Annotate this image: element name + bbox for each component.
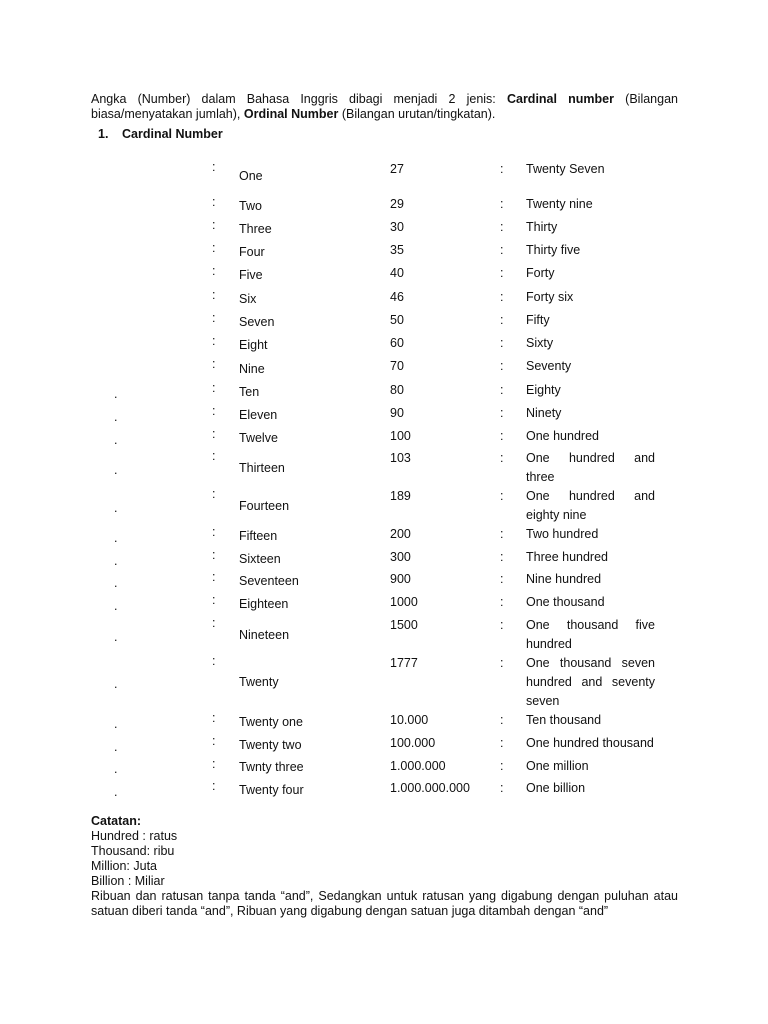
colon: : bbox=[500, 759, 504, 773]
english-word-large: Thirty bbox=[526, 220, 558, 234]
english-word-small: Twelve bbox=[239, 431, 278, 445]
row-marker: . bbox=[114, 740, 118, 754]
colon: : bbox=[500, 451, 504, 465]
row-marker: . bbox=[114, 576, 118, 590]
english-word-large: One hundred and three bbox=[526, 451, 655, 484]
english-word-small: Six bbox=[239, 292, 257, 306]
heading-label: Cardinal Number bbox=[122, 127, 223, 141]
numeral-value: 189 bbox=[390, 489, 411, 503]
numeral-value: 29 bbox=[390, 197, 404, 211]
colon: : bbox=[212, 160, 216, 174]
colon: : bbox=[500, 290, 504, 304]
colon: : bbox=[212, 218, 216, 232]
english-word-small: Fourteen bbox=[239, 499, 290, 513]
english-word-large: One hundred thousand bbox=[526, 736, 654, 750]
colon: : bbox=[500, 243, 504, 257]
english-word-large: One hundred and eighty nine bbox=[526, 489, 655, 522]
colon: : bbox=[500, 489, 504, 503]
numeral-value: 46 bbox=[390, 290, 404, 304]
colon: : bbox=[212, 357, 216, 371]
colon: : bbox=[212, 449, 216, 463]
english-word-small: Thirteen bbox=[239, 461, 285, 475]
english-word-large: Sixty bbox=[526, 336, 554, 350]
numeral-value: 50 bbox=[390, 313, 404, 327]
notes-paragraph: Ribuan dan ratusan tanpa tanda “and”, Sedangkan untuk ratusan yang digabung dengan puluhan atau satuan diberi tanda “and”, Ribuan yang digabung dengan satuan juga ditambah dengan “and” bbox=[91, 889, 678, 918]
note-line: Billion : Miliar bbox=[91, 874, 165, 888]
colon: : bbox=[212, 381, 216, 395]
english-word-large: Fifty bbox=[526, 313, 550, 327]
intro-text-3: (Bilangan urutan/tingkatan). bbox=[341, 107, 496, 121]
english-word-small: Eight bbox=[239, 338, 268, 352]
english-word-large: One million bbox=[526, 759, 589, 773]
english-word-large: Thirty five bbox=[526, 243, 581, 257]
english-word-large: One hundred bbox=[526, 429, 599, 443]
row-marker: . bbox=[114, 677, 118, 691]
numeral-value: 100 bbox=[390, 429, 411, 443]
intro-bold-ordinal: Ordinal Number bbox=[243, 107, 339, 121]
colon: : bbox=[212, 757, 216, 771]
intro-text-2: (Bilangan biasa/menyatakan jumlah), bbox=[91, 92, 678, 121]
numeral-value: 300 bbox=[390, 550, 411, 564]
intro-paragraph bbox=[91, 92, 678, 122]
colon: : bbox=[500, 313, 504, 327]
english-word-small: Sixteen bbox=[239, 552, 281, 566]
english-word-small: Nineteen bbox=[239, 628, 290, 642]
colon: : bbox=[212, 654, 216, 668]
english-word-large: Eighty bbox=[526, 383, 561, 397]
english-word-large: Nine hundred bbox=[526, 572, 602, 586]
note-line: Million: Juta bbox=[91, 859, 157, 873]
english-word-small: Nine bbox=[239, 362, 265, 376]
row-marker: . bbox=[114, 554, 118, 568]
colon: : bbox=[212, 487, 216, 501]
english-word-large: Three hundred bbox=[526, 550, 609, 564]
colon: : bbox=[212, 570, 216, 584]
heading-number: 1. bbox=[98, 127, 109, 141]
english-word-large: One thousand bbox=[526, 595, 605, 609]
english-word-small: Five bbox=[239, 268, 263, 282]
row-marker: . bbox=[114, 531, 118, 545]
row-marker: . bbox=[114, 599, 118, 613]
numeral-value: 103 bbox=[390, 451, 411, 465]
colon: : bbox=[500, 220, 504, 234]
colon: : bbox=[500, 336, 504, 350]
english-word-large: Twenty nine bbox=[526, 197, 593, 211]
numeral-value: 1.000.000.000 bbox=[390, 781, 470, 795]
english-word-large: Forty bbox=[526, 266, 555, 280]
row-marker: . bbox=[114, 501, 118, 515]
colon: : bbox=[212, 711, 216, 725]
numeral-value: 27 bbox=[390, 162, 404, 176]
colon: : bbox=[212, 334, 216, 348]
row-marker: . bbox=[114, 433, 118, 447]
numeral-value: 900 bbox=[390, 572, 411, 586]
row-marker: . bbox=[114, 387, 118, 401]
english-word-small: Twnty three bbox=[239, 760, 304, 774]
colon: : bbox=[212, 288, 216, 302]
english-word-large: One thousand seven hundred and seventy seven bbox=[526, 656, 655, 708]
colon: : bbox=[500, 266, 504, 280]
row-marker: . bbox=[114, 410, 118, 424]
english-word-small: Fifteen bbox=[239, 529, 278, 543]
numeral-value: 90 bbox=[390, 406, 404, 420]
numeral-value: 60 bbox=[390, 336, 404, 350]
colon: : bbox=[500, 406, 504, 420]
row-marker: . bbox=[114, 785, 118, 799]
colon: : bbox=[500, 550, 504, 564]
numeral-value: 70 bbox=[390, 359, 404, 373]
colon: : bbox=[500, 383, 504, 397]
notes-section bbox=[91, 814, 678, 919]
colon: : bbox=[212, 241, 216, 255]
intro-bold-cardinal: Cardinal number bbox=[506, 92, 614, 106]
colon: : bbox=[212, 548, 216, 562]
colon: : bbox=[500, 359, 504, 373]
numeral-value: 1777 bbox=[390, 656, 418, 670]
colon: : bbox=[212, 264, 216, 278]
notes-title: Catatan: bbox=[91, 814, 142, 828]
row-marker: . bbox=[114, 463, 118, 477]
english-word-small: Four bbox=[239, 245, 265, 259]
english-word-large: Ten thousand bbox=[526, 713, 602, 727]
colon: : bbox=[212, 593, 216, 607]
english-word-large: Two hundred bbox=[526, 527, 599, 541]
colon: : bbox=[212, 427, 216, 441]
english-word-small: Twenty bbox=[239, 675, 279, 689]
numeral-value: 30 bbox=[390, 220, 404, 234]
english-word-small: Eighteen bbox=[239, 597, 289, 611]
english-word-small: Eleven bbox=[239, 408, 278, 422]
colon: : bbox=[500, 527, 504, 541]
colon: : bbox=[212, 195, 216, 209]
colon: : bbox=[212, 779, 216, 793]
english-word-large: One thousand five hundred bbox=[526, 618, 655, 651]
colon: : bbox=[212, 734, 216, 748]
colon: : bbox=[212, 525, 216, 539]
english-word-small: Three bbox=[239, 222, 272, 236]
english-word-small: Seven bbox=[239, 315, 275, 329]
colon: : bbox=[500, 197, 504, 211]
english-word-large: Seventy bbox=[526, 359, 572, 373]
english-word-small: Two bbox=[239, 199, 262, 213]
numeral-value: 1000 bbox=[390, 595, 418, 609]
numeral-value: 40 bbox=[390, 266, 404, 280]
english-word-small: Seventeen bbox=[239, 574, 299, 588]
english-word-small: Twenty two bbox=[239, 738, 302, 752]
numeral-value: 1500 bbox=[390, 618, 418, 632]
intro-text-1: Angka (Number) dalam Bahasa Inggris dibagi menjadi 2 jenis: bbox=[91, 92, 496, 106]
note-line: Thousand: ribu bbox=[91, 844, 175, 858]
english-word-large: Ninety bbox=[526, 406, 562, 420]
english-word-large: Twenty Seven bbox=[526, 162, 605, 176]
numeral-value: 80 bbox=[390, 383, 404, 397]
english-word-small: Twenty four bbox=[239, 783, 304, 797]
section-heading bbox=[98, 127, 223, 141]
row-marker: . bbox=[114, 717, 118, 731]
colon: : bbox=[500, 429, 504, 443]
english-word-large: One billion bbox=[526, 781, 586, 795]
colon: : bbox=[500, 736, 504, 750]
colon: : bbox=[500, 572, 504, 586]
colon: : bbox=[500, 713, 504, 727]
numeral-value: 10.000 bbox=[390, 713, 429, 727]
english-word-small: Ten bbox=[239, 385, 260, 399]
numeral-value: 100.000 bbox=[390, 736, 436, 750]
colon: : bbox=[212, 311, 216, 325]
colon: : bbox=[500, 656, 504, 670]
english-word-small: One bbox=[239, 169, 263, 183]
colon: : bbox=[500, 162, 504, 176]
row-marker: . bbox=[114, 630, 118, 644]
colon: : bbox=[500, 781, 504, 795]
numeral-value: 35 bbox=[390, 243, 404, 257]
colon: : bbox=[212, 404, 216, 418]
colon: : bbox=[500, 618, 504, 632]
row-marker: . bbox=[114, 762, 118, 776]
colon: : bbox=[500, 595, 504, 609]
english-word-small: Twenty one bbox=[239, 715, 303, 729]
colon: : bbox=[212, 616, 216, 630]
numeral-value: 1.000.000 bbox=[390, 759, 446, 773]
numeral-value: 200 bbox=[390, 527, 411, 541]
note-line: Hundred : ratus bbox=[91, 829, 178, 843]
english-word-large: Forty six bbox=[526, 290, 574, 304]
